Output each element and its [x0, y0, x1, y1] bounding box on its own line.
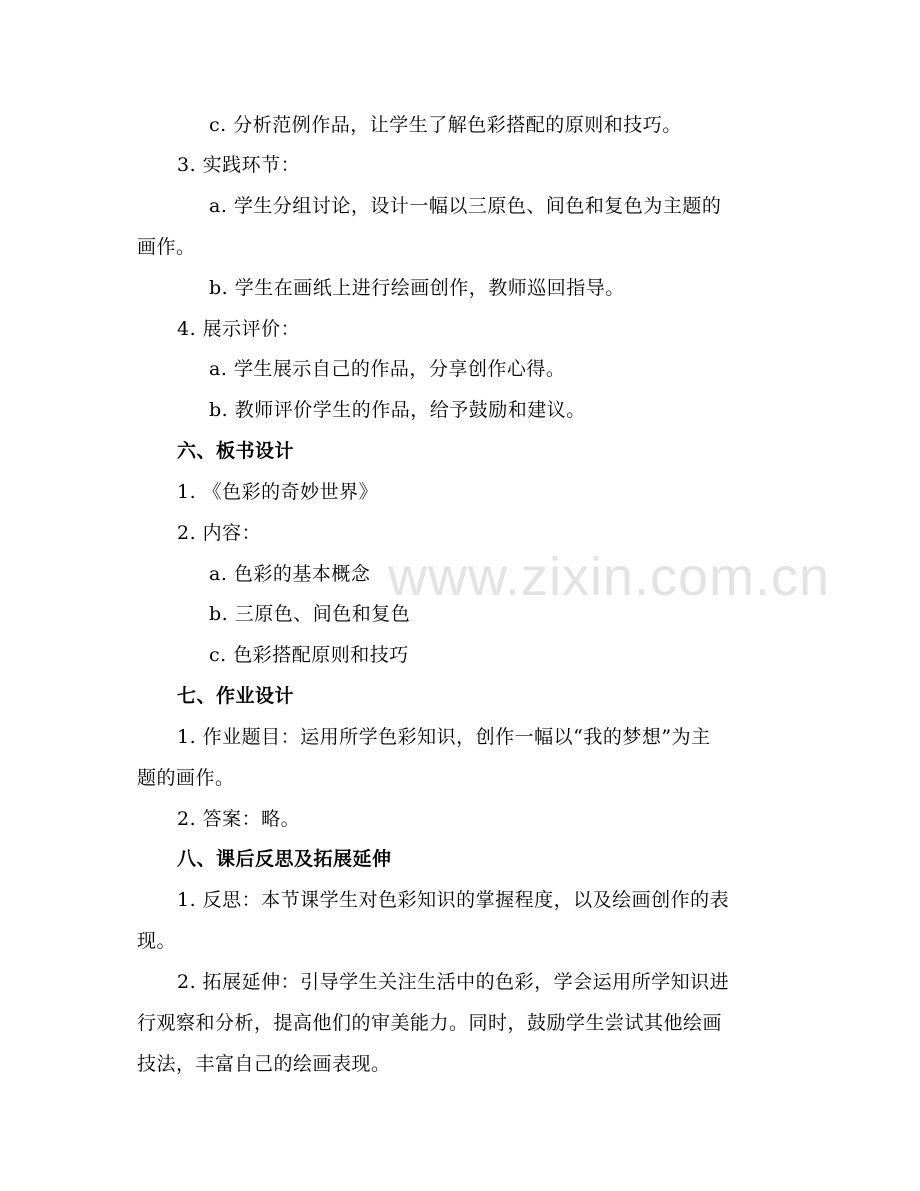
paragraph-line: 2. 拓展延伸：引导学生关注生活中的色彩，学会运用所学知识进 — [177, 971, 730, 993]
list-item: b. 三原色、间色和复色 — [209, 603, 411, 625]
list-item-practice: 3. 实践环节： — [177, 154, 301, 176]
watermark: www.zixin.com.cn — [388, 547, 831, 607]
paragraph-line: 画作。 — [137, 236, 196, 258]
paragraph-line: a. 学生展示自己的作品，分享创作心得。 — [209, 358, 566, 380]
paragraph-line: b. 学生在画纸上进行绘画创作，教师巡回指导。 — [209, 277, 625, 299]
paragraph-line: 1. 反思：本节课学生对色彩知识的掌握程度，以及绘画创作的表 — [177, 889, 730, 911]
list-item: 1. 《色彩的奇妙世界》 — [177, 481, 379, 503]
paragraph-line: 题的画作。 — [137, 767, 235, 789]
paragraph-line: 行观察和分析，提高他们的审美能力。同时，鼓励学生尝试其他绘画 — [137, 1012, 723, 1034]
list-item-display: 4. 展示评价： — [177, 318, 301, 340]
paragraph-line: 2. 答案：略。 — [177, 808, 301, 830]
section-heading-reflection: 八、课后反思及拓展延伸 — [177, 848, 392, 870]
list-item: c. 色彩搭配原则和技巧 — [209, 644, 409, 666]
paragraph-line: 技法，丰富自己的绘画表现。 — [137, 1053, 391, 1075]
section-heading-board: 六、板书设计 — [177, 440, 295, 462]
paragraph-line: b. 教师评价学生的作品，给予鼓励和建议。 — [209, 399, 586, 421]
paragraph-line: 1. 作业题目：运用所学色彩知识，创作一幅以“我的梦想”为主 — [177, 726, 711, 748]
section-heading-homework: 七、作业设计 — [177, 685, 295, 707]
paragraph-line: c. 分析范例作品，让学生了解色彩搭配的原则和技巧。 — [209, 114, 682, 136]
list-item: 2. 内容： — [177, 522, 262, 544]
list-item: a. 色彩的基本概念 — [209, 563, 371, 585]
paragraph-line: 现。 — [137, 930, 177, 952]
paragraph-line: a. 学生分组讨论，设计一幅以三原色、间色和复色为主题的 — [209, 195, 722, 217]
